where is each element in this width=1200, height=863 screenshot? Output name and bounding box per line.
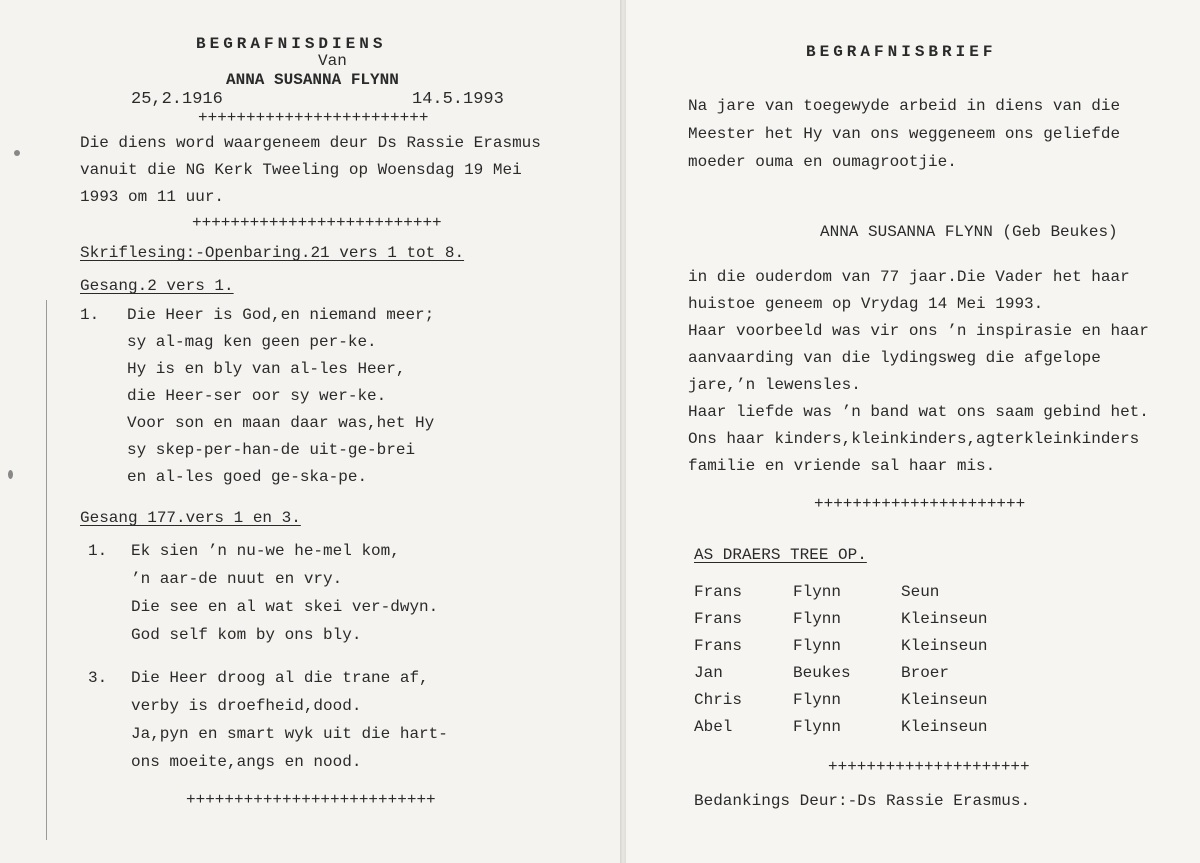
hymn-1-line: die Heer-ser oor sy wer-ke.	[127, 387, 387, 405]
bearer-surname: Flynn	[793, 718, 842, 736]
bearer-surname: Flynn	[793, 691, 842, 709]
letter-title: BEGRAFNISBRIEF	[806, 43, 997, 61]
separator: ++++++++++++++++++++++++	[198, 109, 429, 127]
body-line: huistoe geneem op Vrydag 14 Mei 1993.	[688, 295, 1044, 313]
bearer-surname: Flynn	[793, 583, 842, 601]
bearers-title: AS DRAERS TREE OP.	[694, 546, 867, 564]
deceased-name: ANNA SUSANNA FLYNN	[226, 71, 399, 89]
service-line: 1993 om 11 uur.	[80, 188, 225, 206]
hymn-2-line: God self kom by ons bly.	[131, 626, 362, 644]
separator: ++++++++++++++++++++++++++	[186, 791, 436, 809]
hymn-1-line: sy skep-per-han-de uit-ge-brei	[127, 441, 416, 459]
thanks-line: Bedankings Deur:-Ds Rassie Erasmus.	[694, 792, 1031, 810]
hymn-1-line: sy al-mag ken geen per-ke.	[127, 333, 377, 351]
bearer-first-name: Abel	[694, 718, 733, 736]
van-label: Van	[318, 52, 347, 70]
bearer-first-name: Frans	[694, 610, 743, 628]
death-date: 14.5.1993	[412, 90, 504, 109]
separator: ++++++++++++++++++++++	[814, 495, 1026, 513]
bearer-first-name: Frans	[694, 583, 743, 601]
service-line: Die diens word waargeneem deur Ds Rassie Erasmus	[80, 134, 541, 152]
bearer-relation: Kleinseun	[901, 718, 988, 736]
body-line: aanvaarding van die lydingsweg die afgelope	[688, 349, 1101, 367]
bearer-relation: Kleinseun	[901, 637, 988, 655]
separator: ++++++++++++++++++++++++++	[192, 214, 442, 232]
hymn-1-verse-number: 1.	[80, 306, 100, 324]
hymn-2-verse-1-number: 1.	[88, 542, 108, 560]
bearer-relation: Broer	[901, 664, 950, 682]
hymn-1-line: Hy is en bly van al-les Heer,	[127, 360, 406, 378]
speck	[8, 470, 13, 479]
bearer-surname: Beukes	[793, 664, 851, 682]
body-line: Ons haar kinders,kleinkinders,agterkleinkinders	[688, 430, 1140, 448]
body-line: in die ouderdom van 77 jaar.Die Vader het haar	[688, 268, 1130, 286]
body-line: Haar voorbeeld was vir ons ’n inspirasie en haar	[688, 322, 1149, 340]
page-edge-line	[46, 300, 47, 840]
hymn-2-verse-3-number: 3.	[88, 669, 108, 687]
bearer-relation: Kleinseun	[901, 610, 988, 628]
intro-line: Na jare van toegewyde arbeid in diens van die	[688, 97, 1121, 115]
hymn-1-title: Gesang.2 vers 1.	[80, 277, 234, 295]
hymn-1-line: en al-les goed ge-ska-pe.	[127, 468, 368, 486]
hymn-2-line: ’n aar-de nuut en vry.	[131, 570, 343, 588]
body-line: familie en vriende sal haar mis.	[688, 457, 996, 475]
birth-date: 25,2.1916	[131, 90, 223, 109]
hymn-2-line: Die see en al wat skei ver-dwyn.	[131, 598, 439, 616]
hymn-1-line: Die Heer is God,en niemand meer;	[127, 306, 435, 324]
hymn-2-line: Ek sien ’n nu-we he-mel kom,	[131, 542, 400, 560]
bearer-relation: Kleinseun	[901, 691, 988, 709]
bearer-first-name: Frans	[694, 637, 743, 655]
right-page	[626, 0, 1200, 863]
hymn-2-title: Gesang 177.vers 1 en 3.	[80, 509, 301, 527]
speck	[14, 150, 20, 156]
bearer-relation: Seun	[901, 583, 940, 601]
deceased-name-line: ANNA SUSANNA FLYNN (Geb Beukes)	[820, 223, 1118, 241]
intro-line: moeder ouma en oumagrootjie.	[688, 153, 957, 171]
bearer-surname: Flynn	[793, 610, 842, 628]
scripture-reading: Skriflesing:-Openbaring.21 vers 1 tot 8.	[80, 244, 465, 262]
hymn-1-line: Voor son en maan daar was,het Hy	[127, 414, 435, 432]
body-line: Haar liefde was ’n band wat ons saam gebind het.	[688, 403, 1149, 421]
hymn-2-line: Die Heer droog al die trane af,	[131, 669, 429, 687]
hymn-2-line: Ja,pyn en smart wyk uit die hart-	[131, 725, 448, 743]
hymn-2-line: ons moeite,angs en nood.	[131, 753, 362, 771]
bearer-first-name: Jan	[694, 664, 723, 682]
service-line: vanuit die NG Kerk Tweeling op Woensdag 19 Mei	[80, 161, 522, 179]
service-title: BEGRAFNISDIENS	[196, 35, 387, 53]
bearer-first-name: Chris	[694, 691, 743, 709]
body-line: jare,’n lewensles.	[688, 376, 861, 394]
hymn-2-line: verby is droefheid,dood.	[131, 697, 362, 715]
separator: +++++++++++++++++++++	[828, 758, 1030, 776]
bearer-surname: Flynn	[793, 637, 842, 655]
intro-line: Meester het Hy van ons weggeneem ons geliefde	[688, 125, 1121, 143]
